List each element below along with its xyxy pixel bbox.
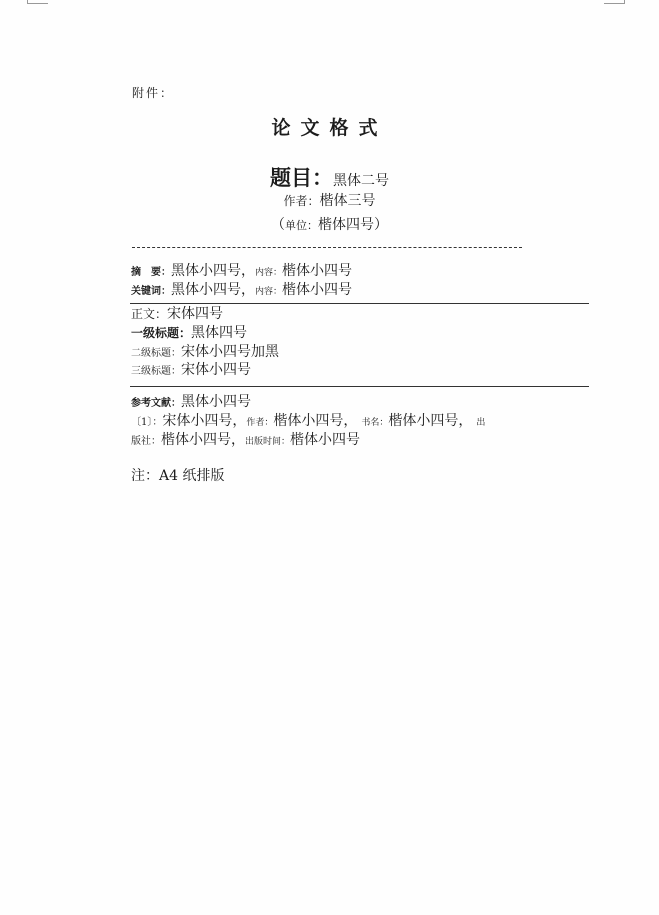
body-text-label: 正文： xyxy=(131,307,168,321)
subject-value: 黑体二号 xyxy=(333,173,389,189)
h1-label: 一级标题： xyxy=(131,326,192,340)
reference-date-label: 出版时间： xyxy=(245,437,291,447)
keywords-content-value: 楷体小四号 xyxy=(282,282,353,298)
unit-close: ） xyxy=(374,217,388,233)
author-line xyxy=(0,190,659,210)
reference-publisher-value: 楷体小四号， xyxy=(161,432,245,448)
abstract-content-value: 楷体小四号 xyxy=(282,263,353,279)
references-value: 黑体小四号 xyxy=(181,394,251,410)
h3-label: 三级标题： xyxy=(131,366,181,377)
subject-label: 题目： xyxy=(270,166,333,190)
body-text-value: 宋体四号 xyxy=(167,306,224,322)
references-line xyxy=(131,391,251,411)
h1-value: 黑体四号 xyxy=(191,325,248,341)
author-value: 楷体三号 xyxy=(319,193,376,209)
references-label: 参考文献： xyxy=(131,398,181,409)
reference-book-label: 书名： xyxy=(361,418,389,428)
page-note: 注：A4 纸排版 xyxy=(131,468,225,484)
divider-2 xyxy=(130,386,589,387)
keywords-value: 黑体小四号， xyxy=(171,282,255,298)
reference-item-line-1 xyxy=(131,410,485,430)
abstract-content-label: 内容： xyxy=(255,268,283,278)
unit-label: 单位： xyxy=(285,219,318,232)
page-title: 论文格式 xyxy=(271,117,388,139)
abstract-line xyxy=(131,260,352,280)
crop-mark-right xyxy=(604,0,625,4)
h3-line xyxy=(131,359,251,379)
unit-open: （ xyxy=(271,217,285,233)
attachment-label: 附件： xyxy=(132,86,175,100)
reference-publisher-label-b: 版社： xyxy=(131,436,161,447)
crop-mark-left xyxy=(27,0,48,4)
unit-line xyxy=(0,214,659,234)
reference-book-value: 楷体小四号， xyxy=(388,413,473,429)
reference-date-value: 楷体小四号 xyxy=(290,432,361,448)
author-label: 作者： xyxy=(283,194,320,208)
abstract-label: 摘 要： xyxy=(131,267,171,278)
h3-value: 宋体小四号 xyxy=(181,362,251,378)
keywords-line xyxy=(131,279,352,299)
unit-value: 楷体四号 xyxy=(318,217,374,233)
reference-item-value: 宋体小四号， xyxy=(162,413,247,429)
reference-author-label: 作者： xyxy=(246,418,274,428)
dashed-divider xyxy=(132,247,522,248)
h2-value: 宋体小四号加黑 xyxy=(181,344,279,360)
subject-line xyxy=(0,162,659,192)
reference-author-value: 楷体小四号， xyxy=(273,413,358,429)
reference-item-line-2 xyxy=(131,429,360,449)
body-text-line xyxy=(131,303,223,323)
abstract-value: 黑体小四号， xyxy=(171,263,255,279)
h2-line xyxy=(131,341,279,361)
keywords-content-label: 内容： xyxy=(255,287,283,297)
h2-label: 二级标题： xyxy=(131,348,181,359)
keywords-label: 关键词： xyxy=(131,286,171,297)
reference-index: 〔1〕： xyxy=(131,417,163,428)
h1-line xyxy=(131,322,247,342)
reference-publisher-label-a: 出 xyxy=(476,418,486,428)
